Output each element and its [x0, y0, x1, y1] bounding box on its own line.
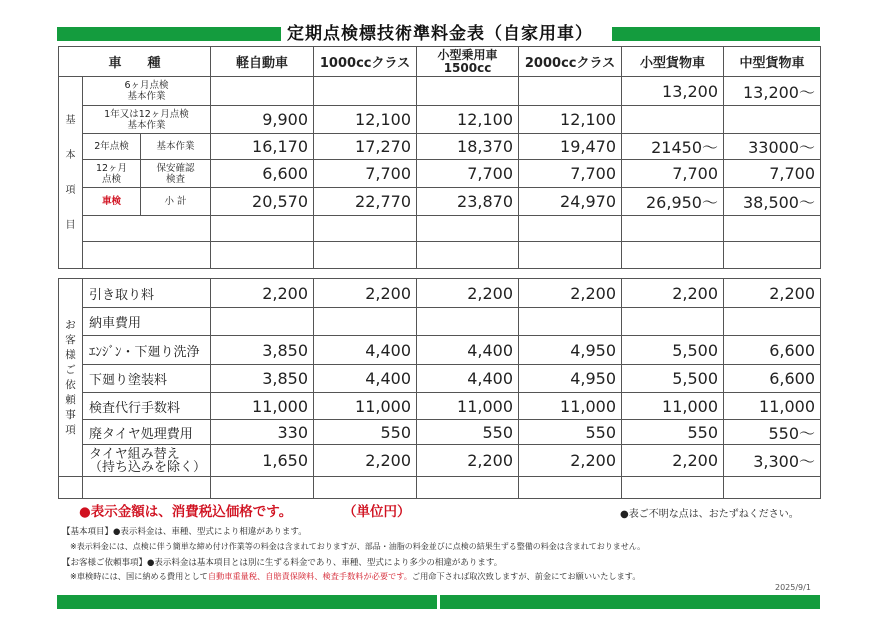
- cell-value: [622, 106, 724, 134]
- bottom-bar-left: [57, 595, 437, 609]
- cell-value: 2,200: [724, 279, 821, 308]
- footnote-basic: 【基本項目】●表示料金は、車種、型式により相違があります。: [62, 527, 307, 537]
- header-row: [59, 47, 821, 77]
- cell-value: 2,200: [211, 279, 314, 308]
- table-row: [59, 308, 821, 336]
- col-header-1000cc: 1000ccクラス: [314, 47, 417, 77]
- issue-date: 2025/9/1: [775, 583, 811, 592]
- row-label-engine-wash: ｴﾝｼﾞﾝ・下廻り洗浄: [83, 336, 211, 365]
- cell-value: 7,700: [314, 160, 417, 188]
- cell-value: 38,500～: [724, 188, 821, 216]
- bottom-bar-right: [440, 595, 820, 609]
- cell-value: 2,200: [417, 445, 519, 477]
- cell-value: [724, 308, 821, 336]
- cell-value: 11,000: [724, 393, 821, 420]
- cell-value: [211, 77, 314, 106]
- table-row: [59, 106, 821, 134]
- cell-value: 550: [417, 420, 519, 445]
- cell-value: 2,200: [314, 279, 417, 308]
- row-label-tire-change: タイヤ組み替え （持ち込みを除く）: [83, 445, 211, 477]
- table-row: [59, 160, 821, 188]
- footnote-shaken: ※車検時には、国に納める費用として自動車重量税、自賠責保険料、検査手数料が必要です。ご用命下されば取次致しますが、前金にてお願いいたします。: [70, 571, 641, 581]
- cell-value: 7,700: [417, 160, 519, 188]
- cell-value: 2,200: [519, 279, 622, 308]
- cell-value: 550: [519, 420, 622, 445]
- cell-value: 4,400: [314, 336, 417, 365]
- col-header-small-truck: 小型貨物車: [622, 47, 724, 77]
- cell-value: 17,270: [314, 134, 417, 160]
- row-sublabel-safety-check: 保安確認 検査: [141, 160, 211, 188]
- cell-value: 6,600: [724, 336, 821, 365]
- cell-value: [622, 308, 724, 336]
- cell-value: 550～: [724, 420, 821, 445]
- cell-value: 2,200: [622, 445, 724, 477]
- col-header-medium-truck: 中型貨物車: [724, 47, 821, 77]
- cell-value: [417, 77, 519, 106]
- cell-value: 12,100: [314, 106, 417, 134]
- row-label-12month: 1年又は12ヶ月点検 基本作業: [83, 106, 211, 134]
- cell-value: 550: [622, 420, 724, 445]
- table-row: [59, 134, 821, 160]
- table-row: [59, 420, 821, 445]
- cell-value: 4,950: [519, 365, 622, 393]
- cell-value: 550: [314, 420, 417, 445]
- top-bar-left: [57, 27, 281, 41]
- cell-value: 11,000: [622, 393, 724, 420]
- col-header-1500cc: 小型乗用車 1500cc: [417, 47, 519, 77]
- row-label-pickup: 引き取り料: [83, 279, 211, 308]
- cell-value: 1,650: [211, 445, 314, 477]
- cell-value: [417, 308, 519, 336]
- table-row: [59, 336, 821, 365]
- cell-value: 330: [211, 420, 314, 445]
- cell-value: 23,870: [417, 188, 519, 216]
- basic-section-label: 基 本 項 目: [59, 77, 83, 269]
- cell-value: 11,000: [417, 393, 519, 420]
- row-label-inspection-agency: 検査代行手数料: [83, 393, 211, 420]
- cell-value: 26,950～: [622, 188, 724, 216]
- cell-value: 5,500: [622, 365, 724, 393]
- col-header-kei: 軽自動車: [211, 47, 314, 77]
- cell-value: 11,000: [211, 393, 314, 420]
- table-row-empty: [59, 216, 821, 242]
- cell-value: 13,200: [622, 77, 724, 106]
- row-label-delivery: 納車費用: [83, 308, 211, 336]
- cell-value: 18,370: [417, 134, 519, 160]
- cell-value: 3,850: [211, 365, 314, 393]
- table-row: [59, 393, 821, 420]
- cell-value: [314, 77, 417, 106]
- cell-value: [314, 308, 417, 336]
- footnote-request: 【お客様ご依頼事項】●表示料金は基本項目とは別に生ずる料金であり、車種、型式により多少の相違があります。: [62, 558, 503, 568]
- cell-value: 7,700: [622, 160, 724, 188]
- cell-value: 4,400: [417, 365, 519, 393]
- cell-value: [519, 308, 622, 336]
- cell-value: [724, 106, 821, 134]
- cell-value: 4,400: [417, 336, 519, 365]
- table-row-empty: [59, 477, 821, 499]
- cell-value: [519, 77, 622, 106]
- table-row: [59, 365, 821, 393]
- col-header-vehicle: 車 種: [59, 47, 211, 77]
- cell-value: 6,600: [211, 160, 314, 188]
- cell-value: 7,700: [724, 160, 821, 188]
- tax-included-note: ●表示金額は、消費税込価格です。: [79, 504, 293, 520]
- row-label-shaken: 車検: [83, 188, 141, 216]
- table-row-empty: [59, 242, 821, 269]
- cell-value: 4,950: [519, 336, 622, 365]
- cell-value: 20,570: [211, 188, 314, 216]
- request-section-label: お 客 様 ご 依 頼 事 項: [59, 279, 83, 477]
- cell-value: 22,770: [314, 188, 417, 216]
- cell-value: 16,170: [211, 134, 314, 160]
- customer-requests-table: [58, 278, 821, 499]
- top-bar-right: [612, 27, 820, 41]
- cell-value: 2,200: [622, 279, 724, 308]
- cell-value: 2,200: [417, 279, 519, 308]
- cell-value: 3,850: [211, 336, 314, 365]
- cell-value: 4,400: [314, 365, 417, 393]
- basic-items-table: [58, 46, 821, 269]
- row-label-12month-inspection: 12ヶ月 点検: [83, 160, 141, 188]
- cell-value: 24,970: [519, 188, 622, 216]
- cell-value: 6,600: [724, 365, 821, 393]
- cell-value: 5,500: [622, 336, 724, 365]
- table-row: [59, 77, 821, 106]
- cell-value: 2,200: [519, 445, 622, 477]
- cell-value: 11,000: [519, 393, 622, 420]
- cell-value: 13,200～: [724, 77, 821, 106]
- unit-note: （単位円）: [343, 504, 411, 520]
- cell-value: 12,100: [417, 106, 519, 134]
- row-label-6month: 6ヶ月点検 基本作業: [83, 77, 211, 106]
- col-header-2000cc: 2000ccクラス: [519, 47, 622, 77]
- cell-value: 11,000: [314, 393, 417, 420]
- row-label-2year: 2年点検: [83, 134, 141, 160]
- page-title: 定期点検標技術準料金表（自家用車）: [287, 24, 593, 44]
- row-label-tire-disposal: 廃タイヤ処理費用: [83, 420, 211, 445]
- table-row: [59, 188, 821, 216]
- table-row: [59, 445, 821, 477]
- table-row: [59, 279, 821, 308]
- cell-value: 33000～: [724, 134, 821, 160]
- cell-value: 9,900: [211, 106, 314, 134]
- cell-value: 19,470: [519, 134, 622, 160]
- cell-value: 12,100: [519, 106, 622, 134]
- row-label-underbody-paint: 下廻り塗装料: [83, 365, 211, 393]
- row-sublabel-basic-work: 基本作業: [141, 134, 211, 160]
- cell-value: 2,200: [314, 445, 417, 477]
- cell-value: 3,300～: [724, 445, 821, 477]
- footnote-basic-detail: ※表示料金には、点検に伴う簡単な締め付け作業等の料金は含まれておりますが、部品・油脂の料金並びに点検の結果生ずる整備の料金は含まれておりません。: [70, 542, 646, 551]
- row-sublabel-subtotal: 小 計: [141, 188, 211, 216]
- inquiry-note: ●表ご不明な点は、おたずねください。: [620, 509, 799, 520]
- cell-value: 21450～: [622, 134, 724, 160]
- cell-value: 7,700: [519, 160, 622, 188]
- cell-value: [211, 308, 314, 336]
